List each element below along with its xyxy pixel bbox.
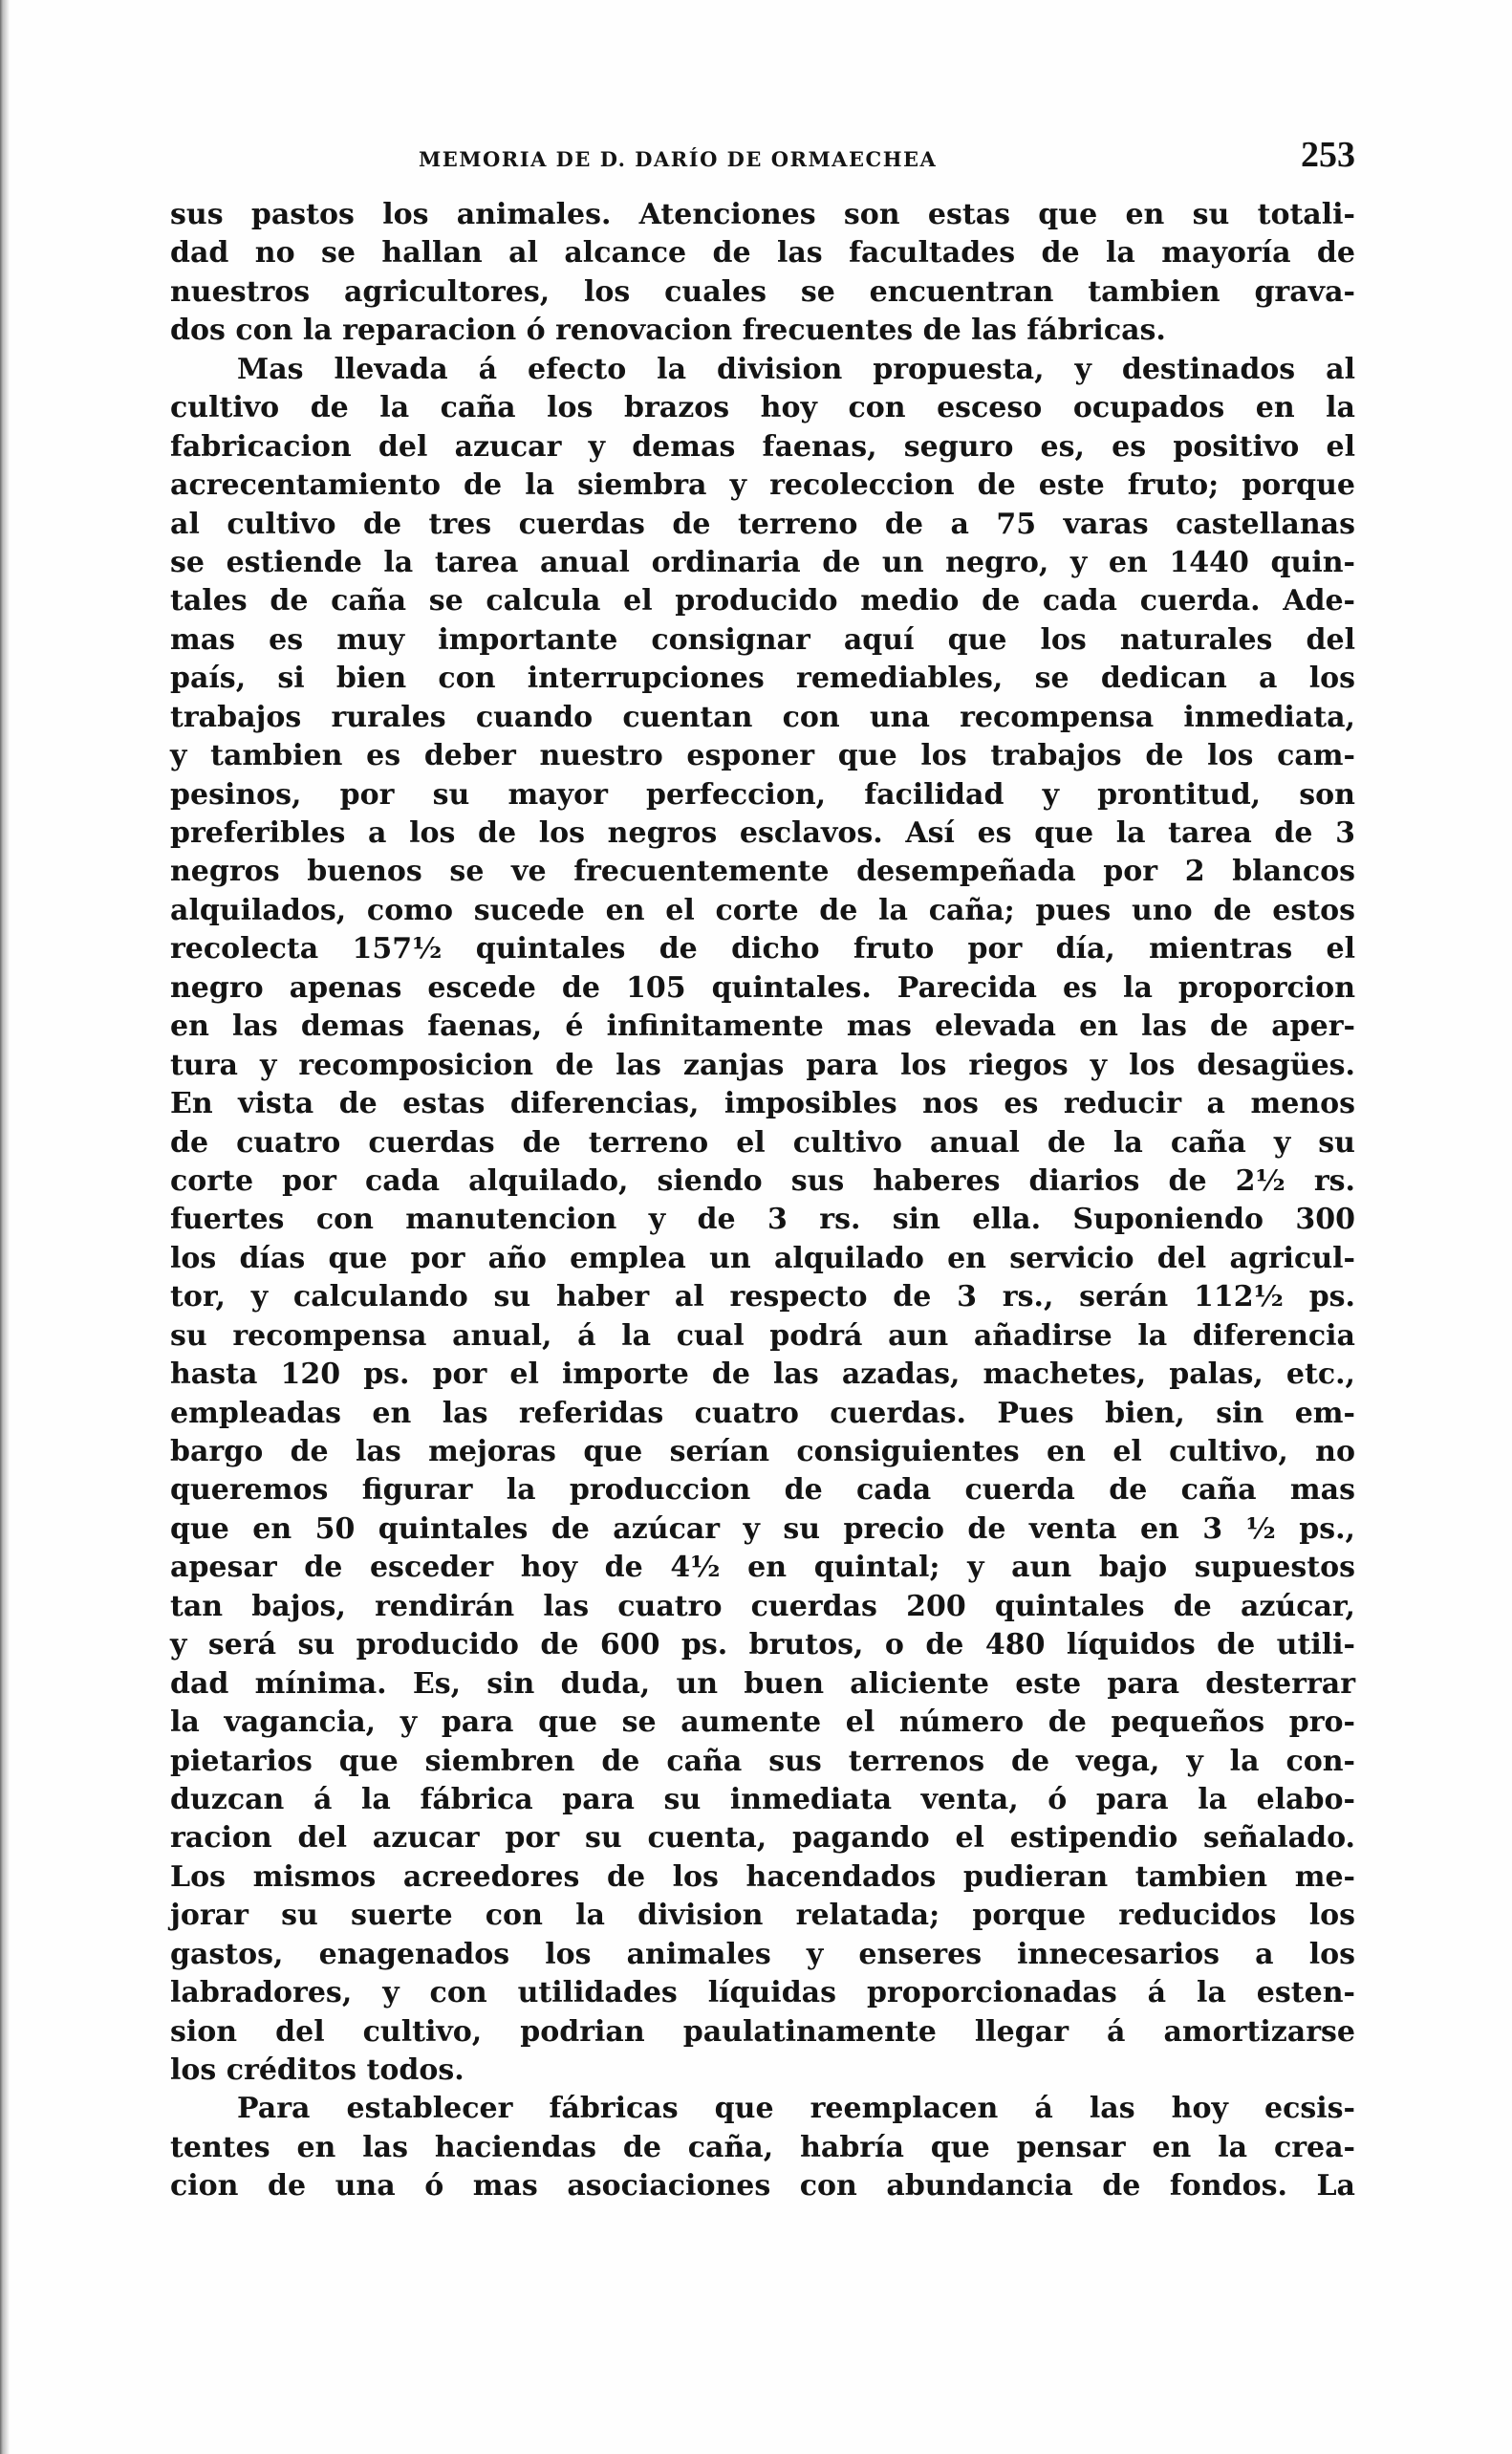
text-line: la vagancia, y para que se aumente el número de pequeños pro-: [170, 1705, 1355, 1740]
text-line: sion del cultivo, podrian paulatinamente llegar á amortizarse: [170, 2014, 1355, 2049]
text-line: los días que por año emplea un alquilado en servicio del agricul-: [170, 1241, 1355, 1275]
scan-edge-shadow: [0, 0, 10, 2454]
text-line: tor, y calculando su haber al respecto de 3 rs., serán 112½ ps.: [170, 1280, 1355, 1314]
text-line: cion de una ó mas asociaciones con abundancia de fondos. La: [170, 2169, 1355, 2204]
text-line: hasta 120 ps. por el importe de las azadas, machetes, palas, etc.,: [170, 1357, 1355, 1392]
text-line: fabricacion del azucar y demas faenas, seguro es, es positivo el: [170, 429, 1355, 464]
text-line: Mas llevada á efecto la division propuesta, y destinados al: [237, 352, 1355, 386]
text-line: tales de caña se calcula el producido medio de cada cuerda. Ade-: [170, 584, 1355, 619]
text-line: los créditos todos.: [170, 2053, 464, 2087]
text-line: se estiende la tarea anual ordinaria de un negro, y en 1440 quin-: [170, 545, 1355, 579]
text-line: Los mismos acreedores de los hacendados pudieran tambien me-: [170, 1859, 1355, 1894]
text-line: y será su producido de 600 ps. brutos, o de 480 líquidos de utili-: [170, 1628, 1355, 1662]
body-text: [170, 196, 1355, 2206]
text-line: dad mínima. Es, sin duda, un buen aliciente este para desterrar: [170, 1666, 1355, 1701]
text-line: acrecentamiento de la siembra y recoleccion de este fruto; porque: [170, 468, 1355, 503]
text-line: fuertes con manutencion y de 3 rs. sin ella. Suponiendo 300: [170, 1203, 1355, 1237]
text-line: tan bajos, rendirán las cuatro cuerdas 200 quintales de azúcar,: [170, 1589, 1355, 1623]
text-line: bargo de las mejoras que serían consiguientes en el cultivo, no: [170, 1435, 1355, 1468]
text-line: Para establecer fábricas que reemplacen á las hoy ecsis-: [237, 2092, 1355, 2126]
text-line: En vista de estas diferencias, imposibles nos es reducir a menos: [170, 1087, 1355, 1121]
text-line: preferibles a los de los negros esclavos. Así es que la tarea de 3: [170, 816, 1355, 850]
text-line: dos con la reparacion ó renovacion frecuentes de las fábricas.: [170, 314, 1166, 348]
text-line: queremos figurar la produccion de cada cuerda de caña mas: [170, 1473, 1355, 1508]
page-header: [170, 134, 1355, 191]
text-line: país, si bien con interrupciones remediables, se dedican a los: [170, 662, 1355, 696]
text-line: alquilados, como sucede en el corte de la caña; pues uno de estos: [170, 893, 1355, 927]
text-line: negros buenos se ve frecuentemente desempeñada por 2 blancos: [170, 855, 1355, 889]
text-line: apesar de esceder hoy de 4½ en quintal; y aun bajo supuestos: [170, 1551, 1355, 1585]
text-line: nuestros agricultores, los cuales se encuentran tambien grava-: [170, 274, 1355, 309]
text-line: sus pastos los animales. Atenciones son estas que en su totali-: [170, 198, 1355, 231]
text-line: trabajos rurales cuando cuentan con una recompensa inmediata,: [170, 700, 1355, 734]
text-line: dad no se hallan al alcance de las facultades de la mayoría de: [170, 236, 1355, 271]
text-line: pietarios que siembren de caña sus terrenos de vega, y la con-: [170, 1744, 1355, 1778]
text-line: que en 50 quintales de azúcar y su precio de venta en 3 ½ ps.,: [170, 1511, 1355, 1546]
text-line: duzcan á la fábrica para su inmediata venta, ó para la elabo-: [170, 1782, 1355, 1816]
text-line: negro apenas escede de 105 quintales. Parecida es la proporcion: [170, 970, 1355, 1005]
text-line: gastos, enagenados los animales y enseres innecesarios a los: [170, 1937, 1355, 1971]
running-title: MEMORIA DE D. DARÍO DE ORMAECHEA: [419, 147, 938, 171]
text-line: jorar su suerte con la division relatada; porque reducidos los: [170, 1899, 1355, 1933]
text-line: de cuatro cuerdas de terreno el cultivo anual de la caña y su: [170, 1125, 1355, 1160]
page-number: 253: [1301, 135, 1355, 175]
text-line: recolecta 157½ quintales de dicho fruto por día, mientras el: [170, 932, 1355, 966]
text-line: corte por cada alquilado, siendo sus haberes diarios de 2½ rs.: [170, 1163, 1355, 1198]
text-line: su recompensa anual, á la cual podrá aun añadirse la diferencia: [170, 1318, 1355, 1353]
text-line: empleadas en las referidas cuatro cuerdas. Pues bien, sin em-: [170, 1396, 1355, 1430]
text-line: al cultivo de tres cuerdas de terreno de a 75 varas castellanas: [170, 507, 1355, 541]
text-line: labradores, y con utilidades líquidas proporcionadas á la esten-: [170, 1976, 1355, 2010]
text-line: racion del azucar por su cuenta, pagando el estipendio señalado.: [170, 1821, 1355, 1856]
text-line: pesinos, por su mayor perfeccion, facilidad y prontitud, son: [170, 777, 1355, 812]
text-line: mas es muy importante consignar aquí que los naturales del: [170, 622, 1355, 657]
text-line: tura y recomposicion de las zanjas para los riegos y los desagües.: [170, 1048, 1355, 1082]
text-line: en las demas faenas, é infinitamente mas elevada en las de aper-: [170, 1010, 1355, 1044]
text-line: tentes en las haciendas de caña, habría que pensar en la crea-: [170, 2130, 1355, 2164]
text-line: cultivo de la caña los brazos hoy con esceso ocupados en la: [170, 391, 1355, 425]
text-line: y tambien es deber nuestro esponer que los trabajos de los cam-: [170, 739, 1355, 773]
